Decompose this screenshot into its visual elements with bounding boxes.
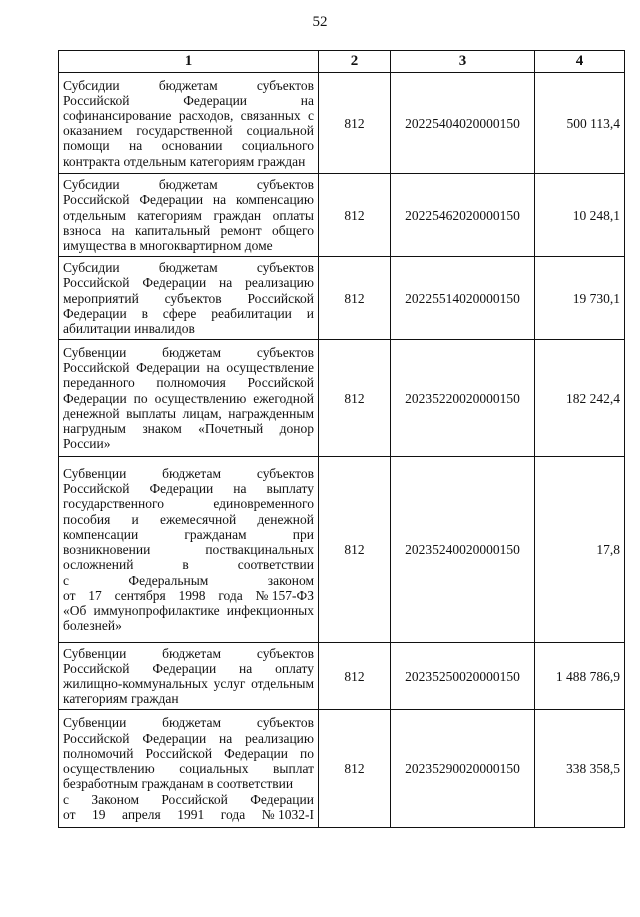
budget-revenue-table: [58, 50, 625, 828]
row-name-cell: [59, 257, 319, 340]
name-word: Российской: [63, 730, 130, 746]
row-admin-code-cell: 812: [319, 174, 391, 257]
name-word: государственной: [136, 123, 233, 139]
name-word: абилитации инвалидов: [63, 321, 195, 336]
name-word: выплаты: [126, 405, 177, 421]
name-word: 1998: [178, 587, 206, 603]
name-word: компенсацию: [235, 192, 314, 208]
name-word: бюджетам: [162, 344, 222, 360]
table-row: [59, 643, 625, 710]
name-word: отдельным: [251, 676, 314, 692]
name-word: Федерации: [63, 390, 127, 406]
name-line: [63, 661, 314, 676]
name-word: жилищно-коммунальных: [63, 676, 208, 692]
header-col-4: 4: [535, 51, 625, 73]
name-word: от: [63, 806, 76, 822]
name-word: Субсидии: [63, 260, 120, 276]
name-word: инфекционных: [226, 602, 314, 618]
name-word: реализацию: [245, 275, 314, 291]
name-line: [63, 618, 314, 633]
name-word: Федерации: [142, 275, 207, 291]
name-word: бюджетам: [162, 645, 222, 661]
name-line: [63, 731, 314, 746]
name-word: гражданам: [184, 526, 247, 542]
name-word: имущества в многоквартирном доме: [63, 238, 273, 253]
name-word: Российской: [63, 92, 130, 108]
name-word: по: [300, 745, 314, 761]
name-word: субъектов: [256, 260, 314, 276]
name-word: связанных: [240, 108, 301, 123]
name-word: ежемесячной: [159, 511, 237, 527]
name-word: отдельным: [63, 207, 126, 223]
name-line: [63, 306, 314, 321]
name-line: [63, 123, 314, 138]
name-word: социального: [241, 138, 314, 154]
name-word: Федерации: [136, 360, 200, 376]
name-line: [63, 360, 314, 375]
name-word: социальных: [179, 761, 249, 777]
name-word: года: [218, 587, 243, 603]
name-line: [63, 807, 314, 822]
row-name-cell: [59, 457, 319, 643]
name-line: [63, 223, 314, 238]
name-word: социальной: [246, 123, 314, 139]
row-admin-code-cell: 812: [319, 73, 391, 174]
row-revenue-code-cell: 20235290020000150: [391, 710, 535, 828]
name-line: [63, 496, 314, 511]
name-line: [63, 275, 314, 290]
name-word: № 1032-I: [261, 806, 314, 822]
name-word: расходов,: [178, 108, 234, 123]
table-row: [59, 340, 625, 457]
name-word: на: [111, 222, 125, 238]
row-revenue-code-cell: 20235250020000150: [391, 643, 535, 710]
name-line: [63, 691, 314, 706]
name-line: [63, 238, 314, 253]
name-word: граждан: [213, 207, 262, 223]
name-word: субъектов: [256, 77, 314, 93]
name-line: [63, 406, 314, 421]
name-word: мероприятий: [63, 290, 139, 306]
name-word: болезней»: [63, 618, 122, 634]
name-word: от: [63, 587, 76, 603]
name-word: бюджетам: [162, 466, 222, 482]
table-row: [59, 174, 625, 257]
name-line: [63, 138, 314, 153]
name-word: переданного: [63, 375, 135, 391]
name-line: [63, 78, 314, 93]
name-word: по: [133, 390, 148, 406]
name-word: нагрудным: [63, 421, 126, 436]
name-word: бюджетам: [162, 715, 222, 731]
name-line: [63, 260, 314, 275]
row-name-cell: [59, 710, 319, 828]
name-word: осуществлению: [154, 390, 247, 406]
name-line: [63, 715, 314, 730]
row-amount-cell: 19 730,1: [535, 257, 625, 340]
name-line: [63, 391, 314, 406]
name-line: [63, 588, 314, 603]
row-admin-code-cell: 812: [319, 643, 391, 710]
name-line: [63, 481, 314, 496]
name-word: Федерации: [224, 745, 288, 761]
name-word: бюджетам: [158, 177, 218, 193]
name-word: «Почетный: [198, 421, 264, 436]
name-word: реабилитации: [211, 305, 292, 321]
name-word: донор: [279, 421, 314, 436]
table-row: [59, 73, 625, 174]
name-word: выплату: [266, 481, 314, 497]
name-line: [63, 177, 314, 192]
name-word: с: [63, 791, 69, 807]
name-word: на: [300, 92, 314, 108]
name-word: Субсидии: [63, 77, 120, 93]
name-line: [63, 421, 314, 436]
row-revenue-code-cell: 20225404020000150: [391, 73, 535, 174]
header-col-3: 3: [391, 51, 535, 73]
name-word: поствакцинальных: [205, 542, 314, 558]
name-word: Федеральным: [128, 572, 209, 588]
name-line: [63, 192, 314, 207]
name-line: [63, 542, 314, 557]
name-word: контракта отдельным категориям граждан: [63, 153, 306, 169]
row-amount-cell: 500 113,4: [535, 73, 625, 174]
name-word: ежегодной: [253, 390, 314, 406]
name-word: полномочий: [63, 745, 134, 761]
row-name-cell: [59, 643, 319, 710]
name-word: денежной: [257, 511, 314, 527]
name-word: реализацию: [245, 730, 314, 746]
name-word: Федерации: [63, 305, 127, 321]
name-word: полномочия: [156, 375, 226, 391]
name-word: компенсации: [63, 526, 139, 542]
name-word: ремонт: [220, 222, 262, 238]
name-line: [63, 345, 314, 360]
name-word: 19: [92, 806, 106, 822]
name-word: на: [129, 138, 143, 154]
name-word: осуществление: [226, 360, 314, 376]
name-word: общего: [272, 222, 314, 238]
row-revenue-code-cell: 20235240020000150: [391, 457, 535, 643]
name-line: [63, 108, 314, 123]
name-word: денежной: [63, 405, 120, 421]
name-word: Российской: [161, 791, 228, 807]
row-amount-cell: 338 358,5: [535, 710, 625, 828]
name-word: оказанием: [63, 123, 123, 139]
name-line: [63, 603, 314, 618]
name-line: [63, 208, 314, 223]
name-line: [63, 792, 314, 807]
name-line: [63, 466, 314, 481]
header-row: [59, 51, 625, 73]
header-col-1: 1: [59, 51, 319, 73]
name-word: награжденным: [228, 405, 314, 421]
name-word: соответствии: [237, 557, 314, 573]
name-word: Российской: [63, 661, 130, 676]
name-word: Субвенции: [63, 715, 127, 731]
name-word: осложнений: [63, 557, 134, 573]
row-name-cell: [59, 174, 319, 257]
name-word: № 157-ФЗ: [255, 587, 314, 603]
row-revenue-code-cell: 20235220020000150: [391, 340, 535, 457]
name-word: Федерации: [250, 791, 314, 807]
name-word: софинансирование: [63, 108, 172, 123]
name-word: безработным гражданам в соответствии: [63, 776, 294, 792]
row-admin-code-cell: 812: [319, 710, 391, 828]
name-word: и: [306, 305, 314, 321]
name-word: с: [307, 108, 314, 123]
name-word: Федерации: [142, 730, 207, 746]
row-name-cell: [59, 340, 319, 457]
name-line: [63, 676, 314, 691]
name-word: сентября: [114, 587, 166, 603]
name-word: иммунопрофилактике: [93, 602, 220, 618]
name-word: и: [131, 511, 139, 527]
name-word: Российской: [63, 275, 130, 291]
name-word: сфере: [162, 305, 197, 321]
row-name-cell: [59, 73, 319, 174]
name-word: услуг: [213, 676, 246, 692]
name-word: пособия: [63, 511, 111, 527]
name-word: лицам,: [182, 405, 222, 421]
name-word: в: [182, 557, 189, 573]
name-word: оплату: [275, 661, 314, 676]
name-line: [63, 527, 314, 542]
name-word: на: [219, 730, 233, 746]
name-word: Российской: [145, 745, 213, 761]
name-word: основании: [161, 138, 223, 154]
name-word: категориям: [137, 207, 202, 223]
name-word: Федерации: [149, 481, 214, 497]
name-word: 17: [88, 587, 102, 603]
name-word: на: [206, 360, 220, 376]
name-word: Федерации: [183, 92, 248, 108]
name-line: [63, 375, 314, 390]
name-line: [63, 646, 314, 661]
table-row: [59, 710, 625, 828]
header-col-2: 2: [319, 51, 391, 73]
name-word: Российской: [63, 360, 130, 376]
name-word: Федерации: [139, 192, 204, 208]
name-word: 1991: [177, 806, 205, 822]
name-word: апреля: [122, 806, 161, 822]
name-word: помощи: [63, 138, 110, 154]
name-word: на: [239, 661, 253, 676]
name-word: субъектов: [256, 466, 314, 482]
name-word: бюджетам: [158, 260, 218, 276]
row-admin-code-cell: 812: [319, 340, 391, 457]
name-word: на: [219, 275, 233, 291]
name-word: Законом: [91, 791, 139, 807]
name-line: [63, 93, 314, 108]
name-word: на: [233, 481, 247, 497]
name-line: [63, 154, 314, 169]
row-admin-code-cell: 812: [319, 457, 391, 643]
row-amount-cell: 10 248,1: [535, 174, 625, 257]
name-word: Российской: [247, 375, 314, 391]
name-line: [63, 436, 314, 451]
name-word: законом: [267, 572, 314, 588]
row-revenue-code-cell: 20225462020000150: [391, 174, 535, 257]
name-word: «Об: [63, 602, 87, 618]
name-word: субъектов: [256, 715, 314, 731]
name-word: Федерации: [152, 661, 217, 676]
page-number: 52: [312, 14, 328, 30]
name-line: [63, 746, 314, 761]
name-word: Российской: [63, 481, 130, 497]
row-amount-cell: 182 242,4: [535, 340, 625, 457]
name-word: Субсидии: [63, 177, 120, 193]
row-admin-code-cell: 812: [319, 257, 391, 340]
name-line: [63, 321, 314, 336]
name-word: бюджетам: [158, 77, 218, 93]
name-word: России»: [63, 436, 111, 452]
name-line: [63, 776, 314, 791]
table-row: [59, 257, 625, 340]
name-word: субъектов: [256, 177, 314, 193]
name-word: взноса: [63, 222, 102, 238]
name-word: в: [141, 305, 148, 321]
name-line: [63, 557, 314, 572]
name-word: субъектов: [164, 290, 222, 306]
name-word: капитальный: [135, 222, 211, 238]
row-amount-cell: 17,8: [535, 457, 625, 643]
name-word: на: [212, 192, 227, 208]
name-word: Российской: [247, 290, 314, 306]
name-word: субъектов: [256, 344, 314, 360]
name-word: единовременного: [213, 496, 314, 512]
table-body: [59, 73, 625, 828]
name-word: категориям граждан: [63, 691, 179, 707]
name-word: государственного: [63, 496, 164, 512]
name-word: Субвенции: [63, 466, 127, 482]
table-row: [59, 457, 625, 643]
name-line: [63, 291, 314, 306]
name-word: при: [292, 526, 314, 542]
name-word: осуществлению: [63, 761, 155, 777]
name-word: субъектов: [256, 645, 314, 661]
name-line: [63, 512, 314, 527]
name-line: [63, 573, 314, 588]
name-word: выплат: [273, 761, 314, 777]
name-word: года: [220, 806, 246, 822]
name-word: знаком: [142, 421, 182, 436]
name-word: Субвенции: [63, 344, 127, 360]
row-revenue-code-cell: 20225514020000150: [391, 257, 535, 340]
name-word: с: [63, 572, 69, 588]
name-line: [63, 761, 314, 776]
name-word: Субвенции: [63, 645, 127, 661]
name-word: возникновении: [63, 542, 151, 558]
name-word: Российской: [63, 192, 130, 208]
row-amount-cell: 1 488 786,9: [535, 643, 625, 710]
name-word: оплаты: [272, 207, 314, 223]
